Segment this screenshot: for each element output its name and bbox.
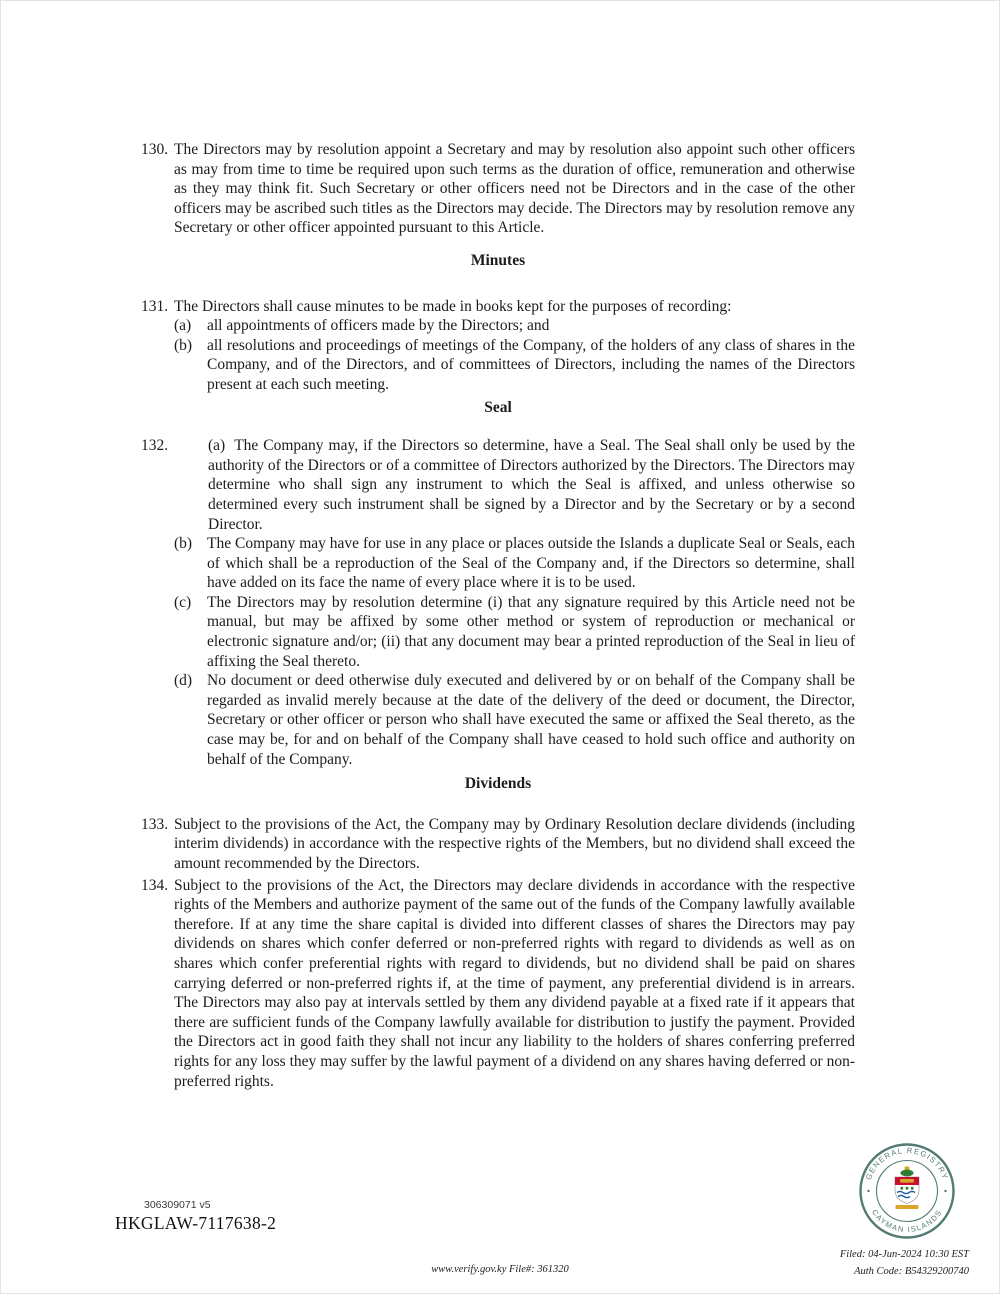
article-132-sub-a [141,436,855,534]
sub-item-text: all appointments of officers made by the Directors; and [207,317,550,335]
auth-code: Auth Code: B54329200740 [854,1266,969,1277]
seal-left-dot [867,1190,869,1192]
verify-file-number: www.verify.gov.ky File#: 361320 [431,1264,569,1275]
article-text: The Company may, if the Directors so determine, have a Seal. The Seal shall only be used by the authority of the Directors or of a committee of Directors authorized by the Directors. The Directors may determine who shall sign any instrument to which the Seal is affixed, and unless otherwise so determined every such instrument shall be signed by a Director and by the Secretary or by a second Director. [208,437,855,533]
crest-turtle-icon [901,1170,914,1177]
article-number: 132. [141,437,169,455]
sub-item-text [208,436,855,534]
sub-item-label: (d) [174,672,193,690]
general-registry-seal [857,1141,957,1241]
shield-star-icon [900,1187,903,1190]
article-130 [141,140,855,238]
shield-star-icon [911,1187,914,1190]
article-131 [141,297,855,317]
sub-item-text: The Directors may by resolution determine (i) that any signature required by this Article need not be manual, but may be affixed by some other method or system of reproduction or mechanical or electronic signature and/or; (ii) that any document may bear a printed reproduction of the Seal in lieu of affixing the Seal thereto. [207,593,855,670]
sub-item-text: No document or deed otherwise duly executed and delivered by or on behalf of the Company shall be regarded as invalid merely because at the date of the delivery of the deed or document, the Director, Secretary or other officer or person who shall have executed the same or affixed the Seal thereto, as the case may be, for and on behalf of the Company shall have ceased to hold such office and authority on behalf of the Company. [207,672,855,768]
seal-right-dot [944,1190,946,1192]
article-131-sub-a [174,316,855,336]
filed-timestamp: Filed: 04-Jun-2024 10:30 EST [839,1249,969,1260]
article-number: 134. [141,876,169,894]
coat-of-arms [895,1167,919,1210]
article-132-sub-b [174,534,855,593]
sub-item-label: (a) [174,317,192,335]
article-133 [141,815,855,874]
section-heading-dividends: Dividends [464,775,532,793]
section-heading-seal: Seal [484,398,512,416]
sub-item-label: (a) [208,437,226,455]
article-number: 131. [141,297,169,315]
article-text: Subject to the provisions of the Act, the Directors may declare dividends in accordance with the respective rights of the Members and authorize payment of the same out of the funds of the Company lawfully available therefore. If at any time the share capital is divided into different classes of shares the Directors may pay dividends on shares which confer deferred or non-preferred rights with regard to dividends as well as on shares which confer preferential rights with regard to dividends, but no dividend shall be paid on shares carrying deferred or non-preferred rights if, at the time of payment, any preferential dividend is in arrears. The Directors may also pay at intervals settled by them any dividend payable at a fixed rate if it appears that there are sufficient funds of the Company lawfully available for distribution to justify the payment. Provided the Directors act in good faith they shall not incur any liability to the holders of shares conferring preferred rights for any loss they may suffer by the lawful payment of a dividend on any shares having deferred or non- preferred rights. [174,876,855,1090]
doc-reference-small: 306309071 v5 [144,1199,211,1211]
article-text: The Directors may by resolution appoint a Secretary and may by resolution also appoint such other officers as may from time to time be required upon such terms as the duration of office, remuneration and otherwise as they may think fit. Such Secretary or other officers need not be Directors and in the case of the other officers may be ascribed such titles as the Directors may decide. The Directors may by resolution remove any Secretary or other officer appointed pursuant to this Article. [174,141,855,237]
motto-ribbon [896,1205,919,1209]
article-text: The Directors shall cause minutes to be made in books kept for the purposes of recording: [174,297,732,315]
sub-item-label: (b) [174,535,193,553]
shield-lion-icon [900,1179,914,1183]
article-131-sub-b [174,336,855,395]
doc-reference-large: HKGLAW-7117638-2 [115,1213,277,1233]
article-134 [141,876,855,1092]
article-number: 130. [141,141,169,158]
section-heading-minutes: Minutes [470,251,526,269]
sub-item-label: (c) [174,593,192,611]
sub-item-text: all resolutions and proceedings of meetings of the Company, of the holders of any class of shares in the Company, and of the Directors, and of committees of Directors, including the names of the Directors present at each such meeting. [207,336,855,393]
articles-content [141,140,855,1091]
sub-item-label: (b) [174,336,193,354]
article-132-sub-c [174,593,855,671]
seal-top-text: GENERAL REGISTRY [863,1145,951,1182]
article-number: 133. [141,815,169,833]
seal-bottom-text: CAYMAN ISLANDS [869,1207,945,1235]
article-132-sub-d [174,671,855,769]
article-text: Subject to the provisions of the Act, the Company may by Ordinary Resolution declare dividends (including interim dividends) in accordance with the respective rights of the Members, but no dividend shall exceed the amount recommended by the Directors. [174,815,855,872]
registry-seal-graphic [857,1141,957,1241]
sub-item-text: The Company may have for use in any place or places outside the Islands a duplicate Seal or Seals, each of which shall be a reproduction of the Seal of the Company and, if the Directors so determine, shall have added on its face the name of every place where it is to be used. [207,535,855,592]
shield-star-icon [906,1187,909,1190]
